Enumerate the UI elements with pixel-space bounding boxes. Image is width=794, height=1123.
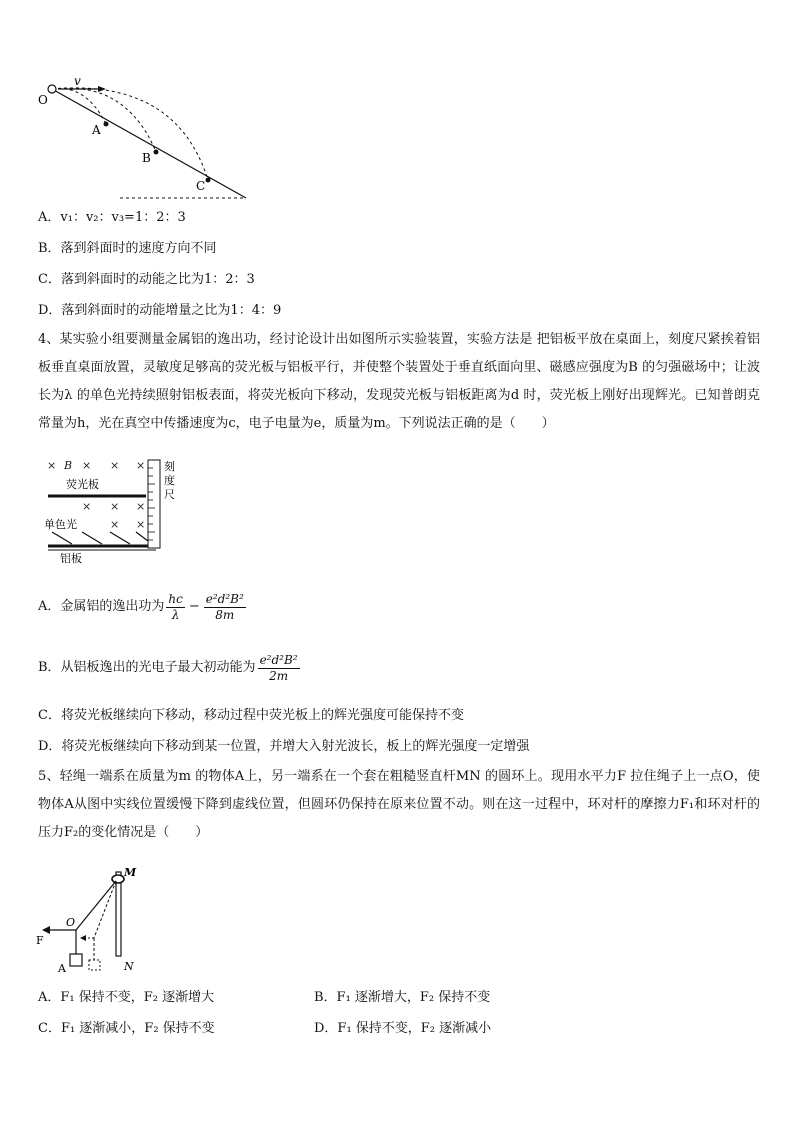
q5-stem: 5、轻绳一端系在质量为m 的物体A上，另一端系在一个套在粗糙竖直杆MN 的圆环上。现用水平力F 拉住绳子上一点O，使物体A从图中实线位置缓慢下降到虚线位置，但圆环仍保持在原来位置不动。则在这一过程中，环对杆的摩擦力F₁和环对杆的压力F₂的变化情况是（ ） [38,769,760,840]
ruler [148,460,160,548]
q5-option-a: A．F₁ 保持不变，F₂ 逐渐增大 [38,990,215,1005]
label-o: O [38,93,48,107]
force-dashed-arrowhead [80,935,86,941]
light-label: 单色光 [44,518,77,531]
photoelectric-apparatus-figure [44,458,178,564]
incline-projectile-figure [36,76,252,202]
label-f: F [36,934,44,947]
ring [112,875,124,883]
rod-mn [116,872,121,956]
q4-option-b-text: B．从铝板逸出的光电子最大初动能为 [38,660,256,675]
label-v: v [74,76,81,88]
light-rays [52,532,152,544]
rope-solid-upper [76,881,116,930]
q3-option-a: A．v₁：v₂：v₃=1：2：3 [38,210,186,225]
svg-text:×: × [136,459,146,472]
minus-sign: − [188,599,200,614]
svg-text:×: × [110,518,120,531]
label-b: B [142,151,151,165]
point-a [104,122,109,127]
svg-text:×: × [110,500,120,513]
block-a-dashed [89,960,100,970]
label-a: A [58,962,66,975]
label-n: N [124,960,134,973]
q4-option-b [38,651,302,686]
block-a-solid [70,954,82,966]
q3-option-c: C．落到斜面时的动能之比为1：2：3 [38,272,255,287]
label-a: A [92,123,101,137]
incline-line [52,89,246,198]
svg-text:×: × [47,459,57,472]
fraction-e2d2b2-over-8m: $\frac{\text{e²d²B²}}{8m}$ [205,591,244,622]
svg-text:×: × [82,459,92,472]
point-b [154,150,159,155]
q3-option-b: B．落到斜面时的速度方向不同 [38,241,217,256]
label-m: M [124,866,137,879]
q5-option-c: C．F₁ 逐渐减小，F₂ 保持不变 [38,1021,215,1036]
velocity-arrowhead [98,86,106,92]
svg-text:×: × [82,500,92,513]
q4-stem: 4、某实验小组要测量金属铝的逸出功，经讨论设计出如图所示实验装置，实验方法是 把铝板平放在桌面上，刻度尺紧挨着铝板垂直桌面放置，灵敏度足够高的荧光板与铝板平行，并使整个装置处于垂直纸面向里、磁感应强度为B 的匀强磁场中；让波长为λ 的单色光持续照射铝板表面，将荧光板向下移动，发现荧光板与铝板距离为d 时，荧光板上刚好出现辉光。已知普朗克常量为h，光在真空中传播速度为c，电子电量为e，质量为m。下列说法正确的是（ ） [38,332,760,431]
q4-option-a [38,590,248,625]
svg-text:×: × [110,459,120,472]
q5-option-d: D．F₁ 保持不变，F₂ 逐渐减小 [314,1021,492,1036]
fraction-e2d2b2-over-2m: $\frac{\text{e²d²B²}}{2m}$ [259,652,298,683]
ruler-label-3: 尺 [164,488,175,501]
fraction-hc-over-lambda: $\frac{hc}{\lambda}$ [168,591,183,622]
ring-rod-figure [36,864,148,976]
svg-text:×: × [136,518,146,531]
label-c: C [196,179,206,193]
q5-option-b: B．F₁ 逐渐增大，F₂ 保持不变 [314,990,491,1005]
q3-option-d: D．落到斜面时的动能增量之比为1：4：9 [38,303,282,318]
point-c [206,178,211,183]
aluminum-label: 铝板 [60,552,82,564]
ruler-label-2: 度 [164,474,175,487]
svg-text:×: × [136,500,146,513]
svg-text:B: B [64,459,73,472]
q4-option-d: D．将荧光板继续向下移动到某一位置，并增大入射光波长，板上的辉光强度一定增强 [38,739,530,754]
fluorescent-label: 荧光板 [66,478,99,491]
ball-o [48,85,56,93]
q4-option-a-text: A．金属铝的逸出功为 [38,599,165,614]
q4-option-c: C．将荧光板继续向下移动，移动过程中荧光板上的辉光强度可能保持不变 [38,708,464,723]
label-o: O [66,916,76,929]
rope-dashed-upper [94,881,116,938]
force-f-arrowhead [42,926,50,934]
ruler-label-1: 刻 [164,460,175,473]
